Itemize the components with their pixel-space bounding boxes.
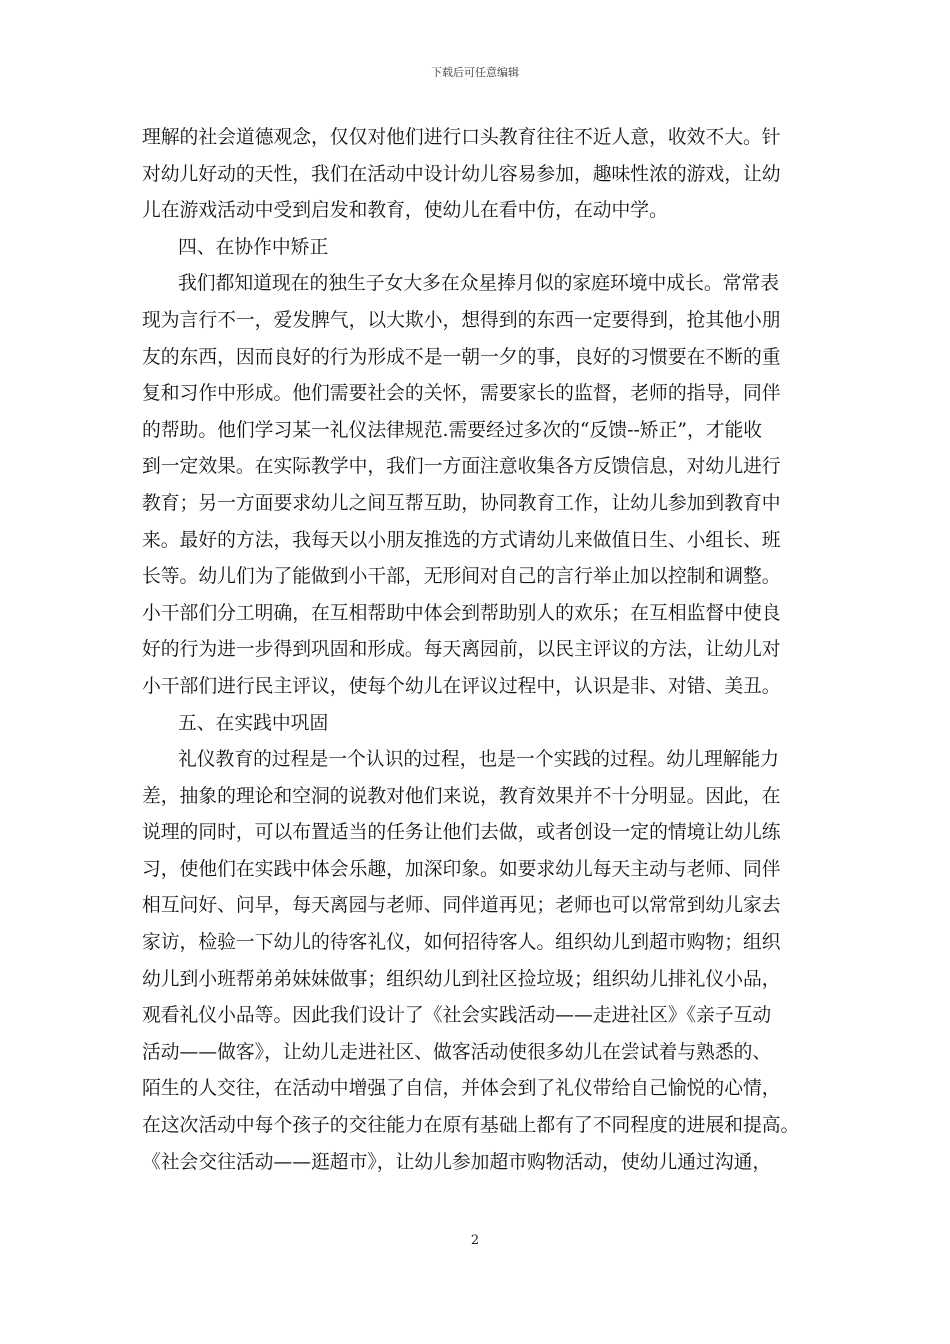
page-header: 下载后可任意编辑	[431, 66, 519, 79]
text-line: 好的行为进一步得到巩固和形成。每天离园前，以民主评议的方法，让幼儿对	[142, 639, 781, 661]
text-line: 现为言行不一，爱发脾气，以大欺小，想得到的东西一定要得到，抢其他小朋	[142, 309, 781, 331]
text-line: 礼仪教育的过程是一个认识的过程，也是一个实践的过程。幼儿理解能力	[178, 749, 779, 771]
text-line: 长等。幼儿们为了能做到小干部，无形间对自己的言行举止加以控制和调整。	[142, 566, 781, 588]
text-line: 小干部们进行民主评议，使每个幼儿在评议过程中，认识是非、对错、美丑。	[142, 675, 781, 697]
text-line: 家访，检验一下幼儿的待客礼仪，如何招待客人。组织幼儿到超市购物；组织	[142, 932, 781, 954]
text-line: 儿在游戏活动中受到启发和教育，使幼儿在看中仿，在动中学。	[142, 200, 668, 222]
text-line: 教育；另一方面要求幼儿之间互帮互助，协同教育工作，让幼儿参加到教育中	[142, 492, 781, 514]
document-body	[142, 120, 822, 1181]
text-line: 小干部们分工明确，在互相帮助中体会到帮助别人的欢乐；在互相监督中使良	[142, 602, 781, 624]
text-line: 陌生的人交往，在活动中增强了自信，并体会到了礼仪带给自己愉悦的心情，	[142, 1078, 781, 1100]
section-heading: 四、在协作中矫正	[178, 236, 329, 258]
text-line: 相互问好、问早，每天离园与老师、同伴道再见；老师也可以常常到幼儿家去	[142, 895, 781, 917]
section-heading: 五、在实践中巩固	[178, 712, 329, 734]
text-line: 我们都知道现在的独生子女大多在众星捧月似的家庭环境中成长。常常表	[178, 273, 779, 295]
text-line: 差，抽象的理论和空洞的说教对他们来说，教育效果并不十分明显。因此，在	[142, 785, 781, 807]
text-line: 复和习作中形成。他们需要社会的关怀，需要家长的监督，老师的指导，同伴	[142, 383, 781, 405]
text-line: 友的东西，因而良好的行为形成不是一朝一夕的事，良好的习惯要在不断的重	[142, 346, 781, 368]
text-line: 来。最好的方法，我每天以小朋友推选的方式请幼儿来做值日生、小组长、班	[142, 529, 781, 551]
text-line: 习，使他们在实践中体会乐趣，加深印象。如要求幼儿每天主动与老师、同伴	[142, 858, 781, 880]
text-line: 到一定效果。在实际教学中，我们一方面注意收集各方反馈信息，对幼儿进行	[142, 456, 781, 478]
text-line: 说理的同时，可以布置适当的任务让他们去做，或者创设一定的情境让幼儿练	[142, 822, 781, 844]
text-line: 《社会交往活动——逛超市》，让幼儿参加超市购物活动，使幼儿通过沟通，	[142, 1151, 772, 1173]
text-line: 对幼儿好动的天性，我们在活动中设计幼儿容易参加，趣味性浓的游戏，让幼	[142, 163, 781, 185]
text-line: 活动——做客》，让幼儿走进社区、做客活动使很多幼儿在尝试着与熟悉的、	[142, 1041, 772, 1063]
text-line: 在这次活动中每个孩子的交往能力在原有基础上都有了不同程度的进展和提高。	[142, 1115, 800, 1137]
page-number: 2	[470, 1233, 480, 1248]
text-line: 理解的社会道德观念，仅仅对他们进行口头教育往往不近人意，收效不大。针	[142, 127, 781, 148]
text-line: 的帮助。他们学习某一礼仪法律规范.需要经过多次的“反馈--矫正”，才能收	[142, 419, 763, 441]
text-line: 观看礼仪小品等。因此我们设计了《社会实践活动——走进社区》《亲子互动	[142, 1005, 772, 1027]
text-line: 幼儿到小班帮弟弟妹妹做事；组织幼儿到社区捡垃圾；组织幼儿排礼仪小品，	[142, 968, 781, 990]
